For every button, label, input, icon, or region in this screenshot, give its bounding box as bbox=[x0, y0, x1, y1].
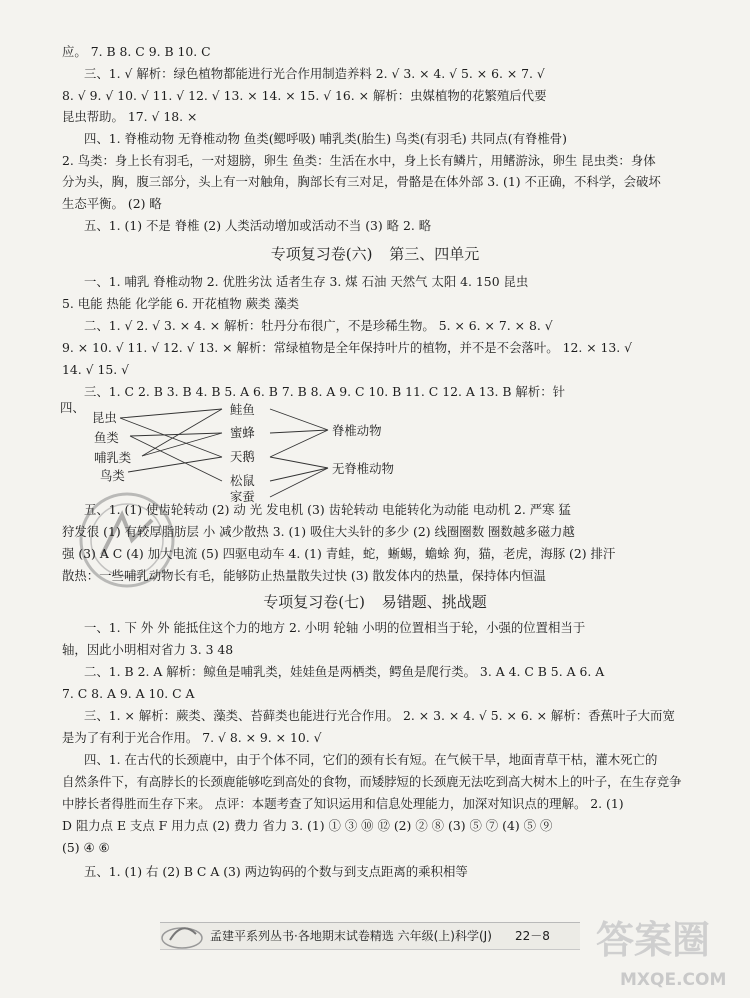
answer-line: 自然条件下，有高脖长的长颈鹿能够吃到高处的食物，而矮脖短的长颈鹿无法吃到高大树木上的叶子，在生存竞争 bbox=[62, 774, 682, 789]
answer-line: 中脖长者得胜而生存下来。 点评：本题考查了知识运用和信息处理能力，加深对知识点的理解。 2. (1) bbox=[62, 796, 624, 811]
answer-line: 一、1. 哺乳 脊椎动物 2. 优胜劣汰 适者生存 3. 煤 石油 天然气 太阳 4. 150 昆虫 bbox=[84, 274, 529, 289]
left-item: 鸟类 bbox=[100, 468, 125, 483]
middle-item: 天鹅 bbox=[230, 449, 255, 464]
answer-line: D 阻力点 E 支点 F 用力点 (2) 费力 省力 3. (1) ① ③ ⑩ ⑫ (2) ② ⑧ (3) ⑤ ⑦ (4) ⑤ ⑨ bbox=[62, 818, 553, 833]
answer-line: 8. √ 9. √ 10. √ 11. √ 12. √ 13. × 14. × 15. √ 16. × 解析：虫媒植物的花繁殖后代要 bbox=[62, 88, 547, 103]
right-item: 无脊椎动物 bbox=[332, 461, 394, 476]
answer-line: 9. × 10. √ 11. √ 12. √ 13. × 解析：常绿植物是全年保持叶片的植物，并不是不会落叶。 12. × 13. √ bbox=[62, 340, 633, 355]
left-item: 鱼类 bbox=[94, 430, 119, 445]
middle-item: 松鼠 bbox=[230, 473, 255, 488]
section-heading-seven bbox=[0, 592, 750, 612]
right-item: 脊椎动物 bbox=[332, 423, 382, 438]
section-heading-six bbox=[0, 244, 750, 264]
answer-line: 是为了有利于光合作用。 7. √ 8. × 9. × 10. √ bbox=[62, 730, 322, 745]
answer-line: 四、1. 脊椎动物 无脊椎动物 鱼类(鳃呼吸) 哺乳类(胎生) 鸟类(有羽毛) 共同点(有脊椎骨) bbox=[84, 131, 568, 146]
section-subtitle: 第三、四单元 bbox=[389, 245, 480, 263]
section-subtitle: 易错题、挑战题 bbox=[381, 593, 487, 611]
answer-line: 昆虫帮助。 17. √ 18. × bbox=[62, 109, 198, 124]
answer-line: 7. C 8. A 9. A 10. C A bbox=[62, 686, 195, 701]
answer-line: 14. √ 15. √ bbox=[62, 362, 130, 377]
answer-line: 强 (3) A C (4) 加大电流 (5) 四驱电动车 4. (1) 青蛙，蛇，蜥蜴，蟾蜍 狗，猫，老虎，海豚 (2) 排汗 bbox=[62, 546, 616, 561]
answer-line: 生态平衡。 (2) 略 bbox=[62, 196, 162, 211]
left-item: 昆虫 bbox=[92, 410, 117, 425]
svg-text:答案圈: 答案圈 bbox=[596, 918, 711, 962]
answer-line: 二、1. √ 2. √ 3. × 4. × 解析：牡丹分布很广，不是珍稀生物。 5. × 6. × 7. × 8. √ bbox=[84, 318, 553, 333]
section-title: 专项复习卷(六) bbox=[270, 245, 373, 263]
answer-line: 轴，因此小明相对省力 3. 3 48 bbox=[62, 642, 234, 657]
section-title: 专项复习卷(七) bbox=[263, 593, 365, 611]
answer-line: 一、1. 下 外 外 能抵住这个力的地方 2. 小明 轮轴 小明的位置相当于轮，小强的位置相当于 bbox=[84, 620, 586, 635]
series-logo-icon bbox=[160, 914, 210, 954]
answer-line: 五、1. (1) 右 (2) B C A (3) 两边钩码的个数与到支点距离的乘积相等 bbox=[84, 864, 468, 879]
answer-line: 五、1. (1) 不是 脊椎 (2) 人类活动增加或活动不当 (3) 略 2. 略 bbox=[84, 218, 432, 233]
answer-line: 散热：一些哺乳动物长有毛，能够防止热量散失过快 (3) 散发体内的热量，保持体内恒温 bbox=[62, 568, 546, 583]
page-number: 22－8 bbox=[515, 929, 550, 943]
answer-line: 应。 7. B 8. C 9. B 10. C bbox=[62, 44, 211, 59]
answer-line: 五、1. (1) 使齿轮转动 (2) 动 光 发电机 (3) 齿轮转动 电能转化为动能 电动机 2. 严寒 猛 bbox=[84, 502, 571, 517]
svg-text:MXQE.COM: MXQE.COM bbox=[620, 970, 727, 990]
answer-line: 二、1. B 2. A 解析：鲸鱼是哺乳类，娃娃鱼是两栖类，鳄鱼是爬行类。 3. A 4. C B 5. A 6. A bbox=[84, 664, 605, 679]
answer-line: 分为头，胸，腹三部分，头上有一对触角，胸部长有三对足，骨骼是在体外部 3. (1) 不正确，不科学，会破坏 bbox=[62, 174, 661, 189]
answer-line: 5. 电能 热能 化学能 6. 开花植物 蕨类 藻类 bbox=[62, 296, 300, 311]
middle-item: 家蚕 bbox=[230, 489, 255, 504]
answer-line: 三、1. √ 解析：绿色植物都能进行光合作用制造养料 2. √ 3. × 4. √ 5. × 6. × 7. √ bbox=[84, 66, 545, 81]
middle-item: 蜜蜂 bbox=[230, 425, 255, 440]
answer-line: 三、1. C 2. B 3. B 4. B 5. A 6. B 7. B 8. A 9. C 10. B 11. C 12. A 13. B 解析：针 bbox=[84, 384, 565, 399]
answer-line: 三、1. × 解析：蕨类、藻类、苔藓类也能进行光合作用。 2. × 3. × 4. √ 5. × 6. × 解析：香蕉叶子大而宽 bbox=[84, 708, 675, 723]
answer-line: 四、1. 在古代的长颈鹿中，由于个体不同，它们的颈有长有短。在气候干旱，地面青草干枯，灌木死亡的 bbox=[84, 752, 658, 767]
answer-line: (5) ④ ⑥ bbox=[62, 840, 110, 855]
site-watermark-logo bbox=[590, 905, 740, 993]
answer-line: 2. 鸟类：身上长有羽毛，一对翅膀，卵生 鱼类：生活在水中，身上长有鳞片，用鳍游泳，卵生 昆虫类：身体 bbox=[62, 153, 656, 168]
left-item: 哺乳类 bbox=[94, 450, 132, 465]
diagram-section-label: 四、 bbox=[60, 400, 85, 415]
middle-item: 鲑鱼 bbox=[230, 402, 255, 417]
answer-line: 狩发很 (1) 有较厚脂肪层 小 减少散热 3. (1) 吸住大头针的多少 (2) 线圈圈数 圈数越多磁力越 bbox=[62, 524, 575, 539]
footer-series-title: 孟建平系列丛书·各地期末试卷精选 六年级(上)科学(J) bbox=[210, 929, 492, 943]
